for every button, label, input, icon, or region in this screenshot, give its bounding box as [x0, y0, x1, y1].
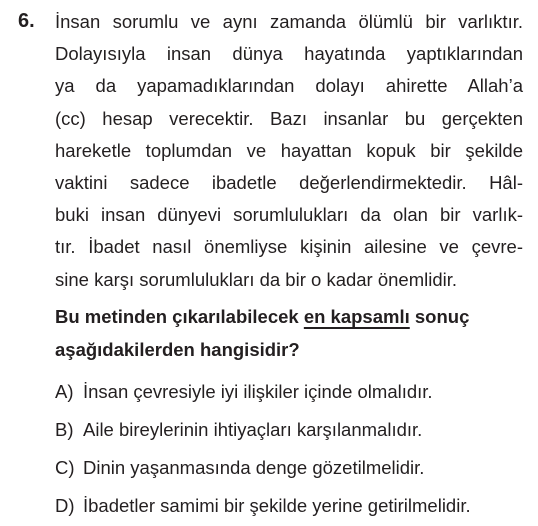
stem-text-before: Bu metinden çıkarılabilecek: [55, 306, 304, 327]
answer-options: [55, 373, 535, 525]
option-text: Dinin yaşanmasında denge gözetilmelidir.: [83, 457, 425, 478]
passage-line: ya da yapamadıklarından dolayı ahirette Allah’a: [55, 75, 523, 97]
stem-line-1: [55, 300, 535, 333]
stem-emphasis: en kapsamlı: [303, 306, 410, 327]
option-text: Aile bireylerinin ihtiyaçları karşılanmalıdır.: [83, 419, 423, 440]
question-passage: [55, 6, 523, 296]
stem-text-after: sonuç: [409, 306, 470, 327]
option-letter: C): [55, 457, 75, 478]
passage-line: tır. İbadet nasıl önemliyse kişinin ailesine ve çevre-: [55, 236, 523, 258]
passage-line: Dolayısıyla insan dünya hayatında yaptıklarından: [55, 43, 523, 65]
option-c[interactable]: [55, 449, 535, 487]
stem-line-2: aşağıdakilerden hangisidir?: [55, 339, 300, 360]
passage-line: hareketle toplumdan ve hayattan kopuk bir şekilde: [55, 139, 523, 161]
passage-line: İnsan sorumlu ve aynı zamanda ölümlü bir varlıktır.: [55, 11, 523, 32]
option-b[interactable]: [55, 411, 535, 449]
passage-line: sine karşı sorumlulukları da bir o kadar önemlidir.: [55, 268, 458, 290]
option-letter: B): [55, 419, 74, 440]
passage-line: (cc) hesap verecektir. Bazı insanlar bu gerçekten: [55, 107, 523, 129]
option-letter: A): [55, 381, 74, 402]
passage-line: buki insan dünyevi sorumlulukları da olan bir varlık-: [55, 204, 523, 226]
option-text: İnsan çevresiyle iyi ilişkiler içinde olmalıdır.: [83, 381, 433, 402]
question-stem: [55, 300, 535, 366]
option-text: İbadetler samimi bir şekilde yerine getirilmelidir.: [83, 495, 471, 516]
option-a[interactable]: [55, 373, 535, 411]
option-letter: D): [55, 495, 75, 516]
question-number: 6.: [18, 10, 35, 32]
option-d[interactable]: [55, 487, 535, 525]
passage-line: vaktini sadece ibadetle değerlendirmektedir. Hâl-: [55, 172, 523, 194]
